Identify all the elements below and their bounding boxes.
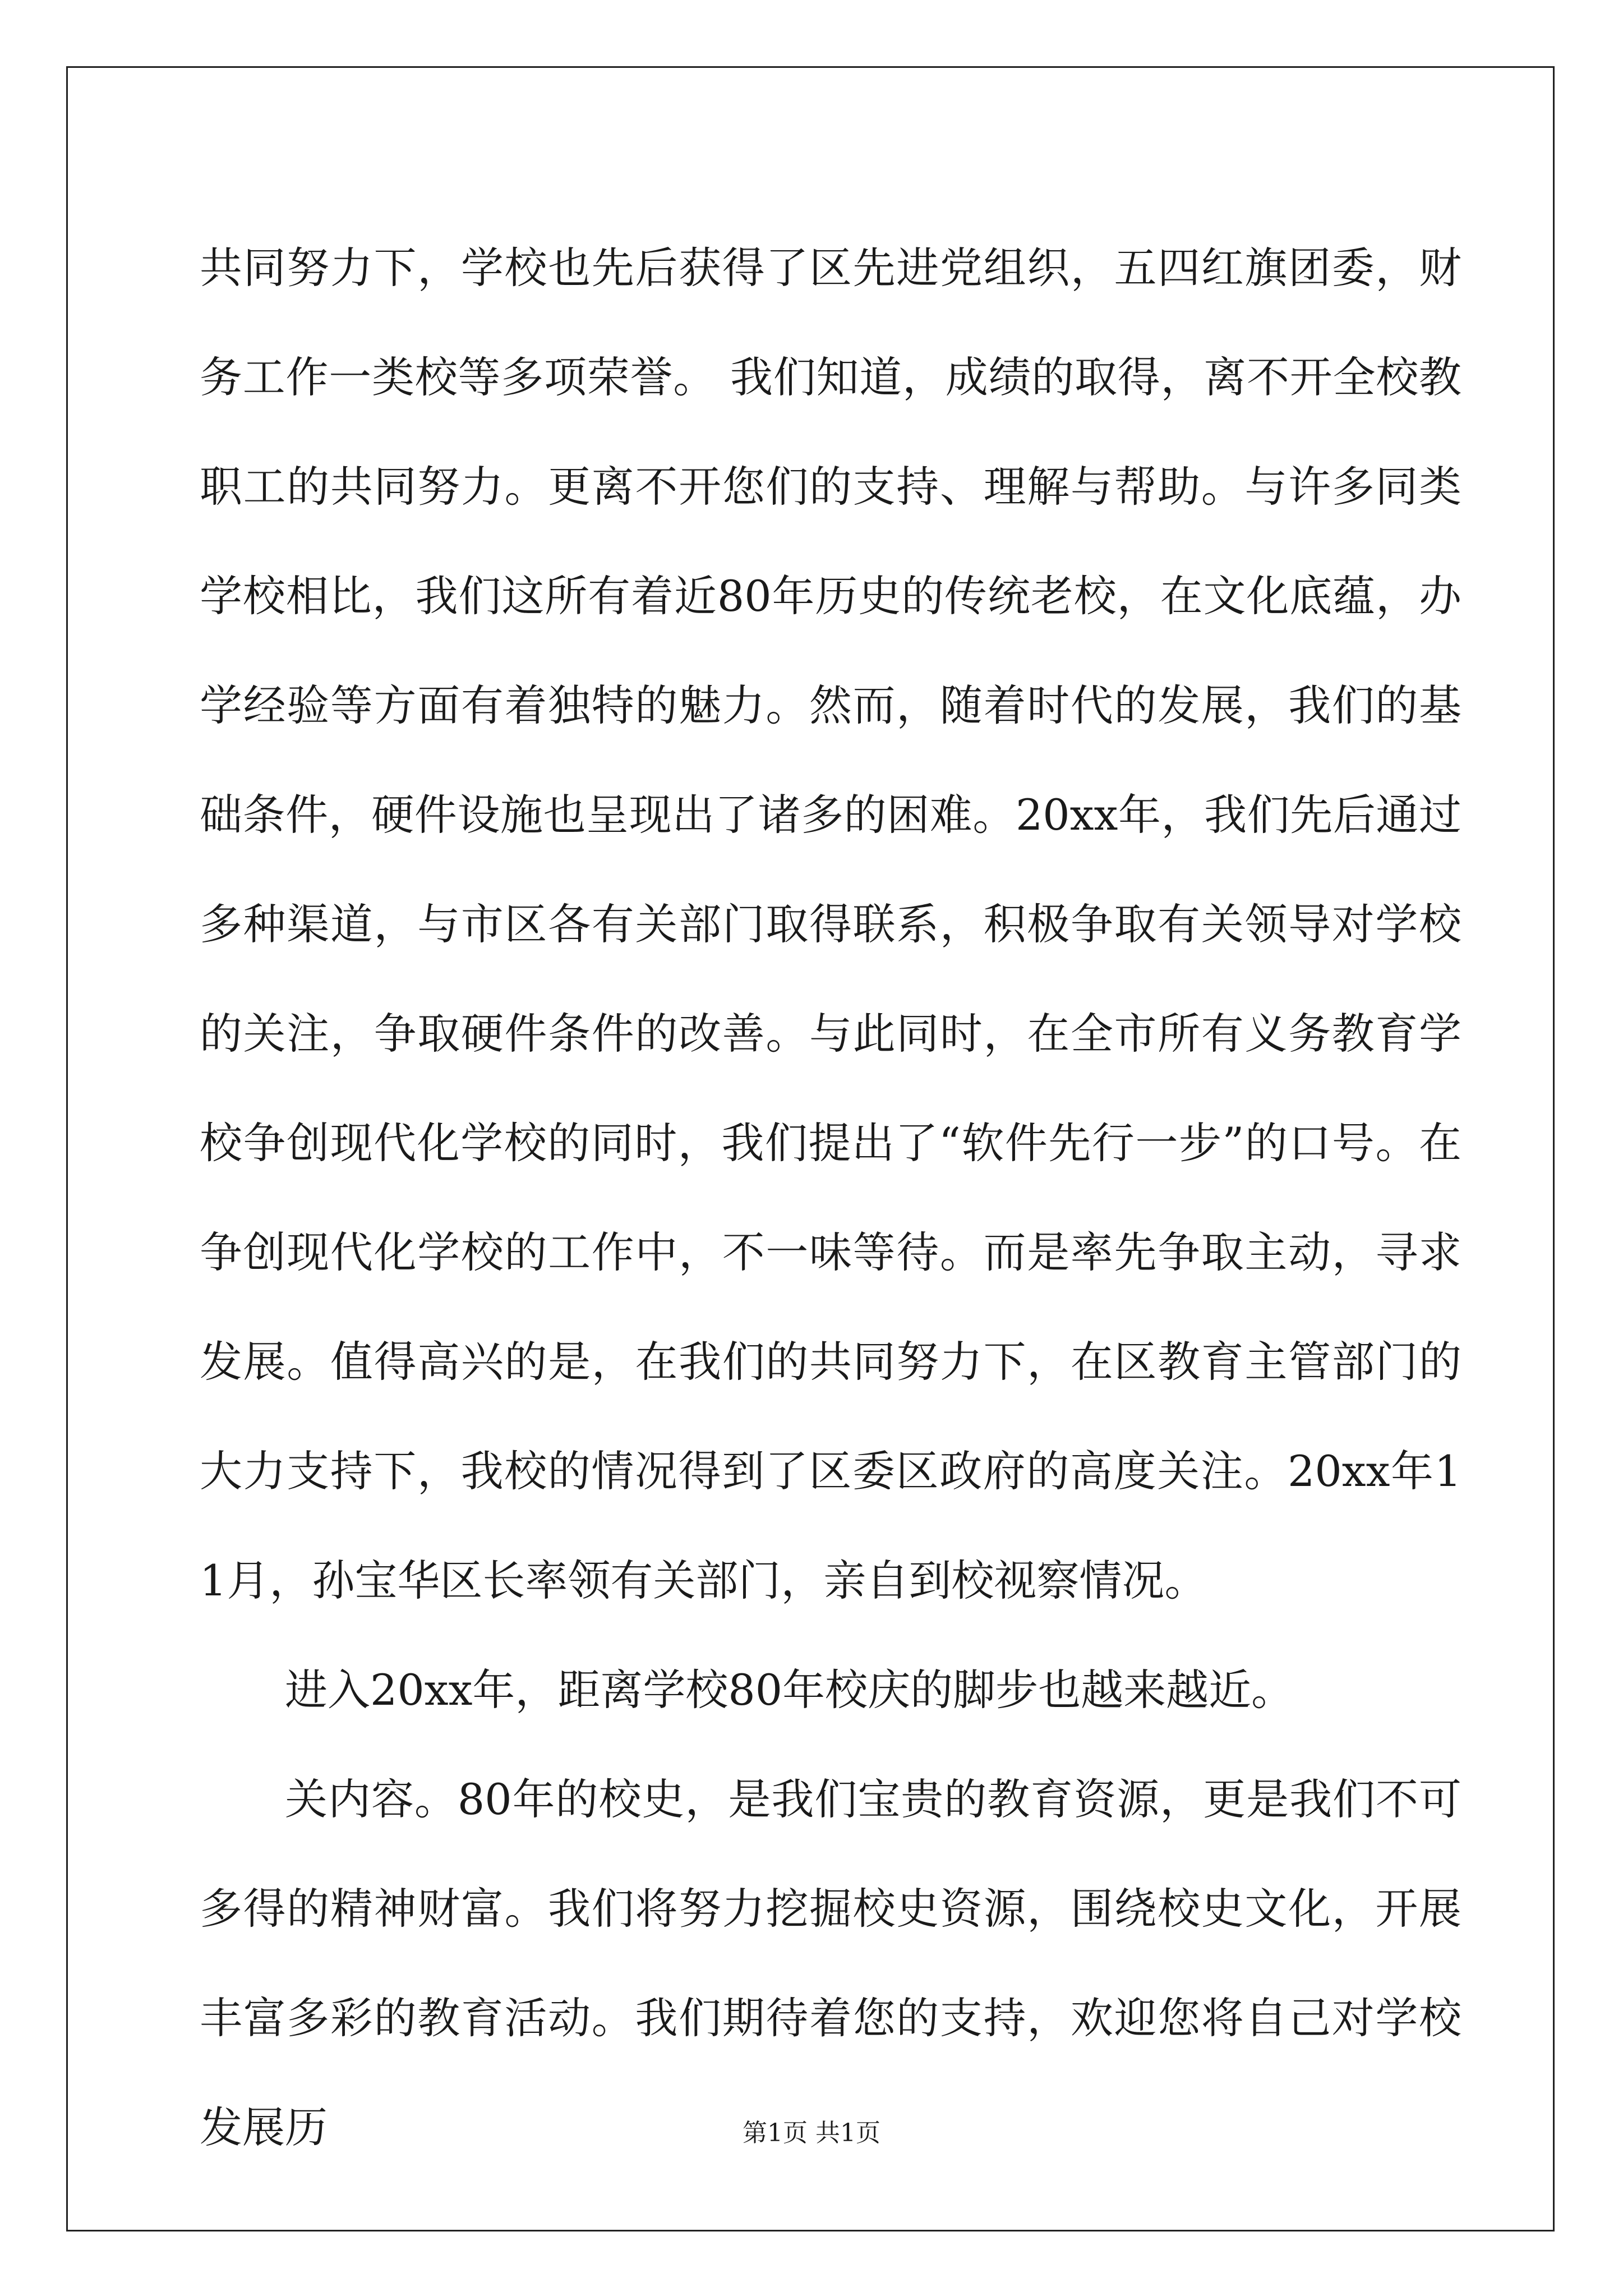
- paragraph-2: 进入20xx年，距离学校80年校庆的脚步也越来越近。: [285, 1665, 1294, 1715]
- paragraph-1: 共同努力下，学校也先后获得了区先进党组织，五四红旗团委，财务工作一类校等多项荣誉。 我们知道，成绩的取得，离不开全校教职工的共同努力。更离不开您们的支持、理解与帮助。与许多同类学校相比，我们这所有着近80年历史的传统老校，在文化底蕴，办学经验等方面有着独特的魅力。然而，随着时代的发展，我们的基础条件，硬件设施也呈现出了诸多的困难。20xx年，我们先后通过多种渠道，与市区各有关部门取得联系，积极争取有关领导对学校的关注，争取硬件条件的改善。与此同时，在全市所有义务教育学校争创现代化学校的同时，我们提出了“软件先行一步”的口号。在争创现代化学校的工作中，不一味等待。而是率先争取主动，寻求发展。值得高兴的是，在我们的共同努力下，在区教育主管部门的大力支持下，我校的情况得到了区委区政府的高度关注。20xx年11月，孙宝华区长率领有关部门，亲自到校视察情况。: [200, 243, 1461, 1605]
- page-number-footer: 第1页 共1页: [743, 2119, 880, 2147]
- paragraph-3: 关内容。80年的校史，是我们宝贵的教育资源，更是我们不可多得的精神财富。我们将努力挖掘校史资源，围绕校史文化，开展丰富多彩的教育活动。我们期待着您的支持，欢迎您将自己对学校发展历: [200, 1774, 1461, 2152]
- document-body: [200, 213, 1461, 2182]
